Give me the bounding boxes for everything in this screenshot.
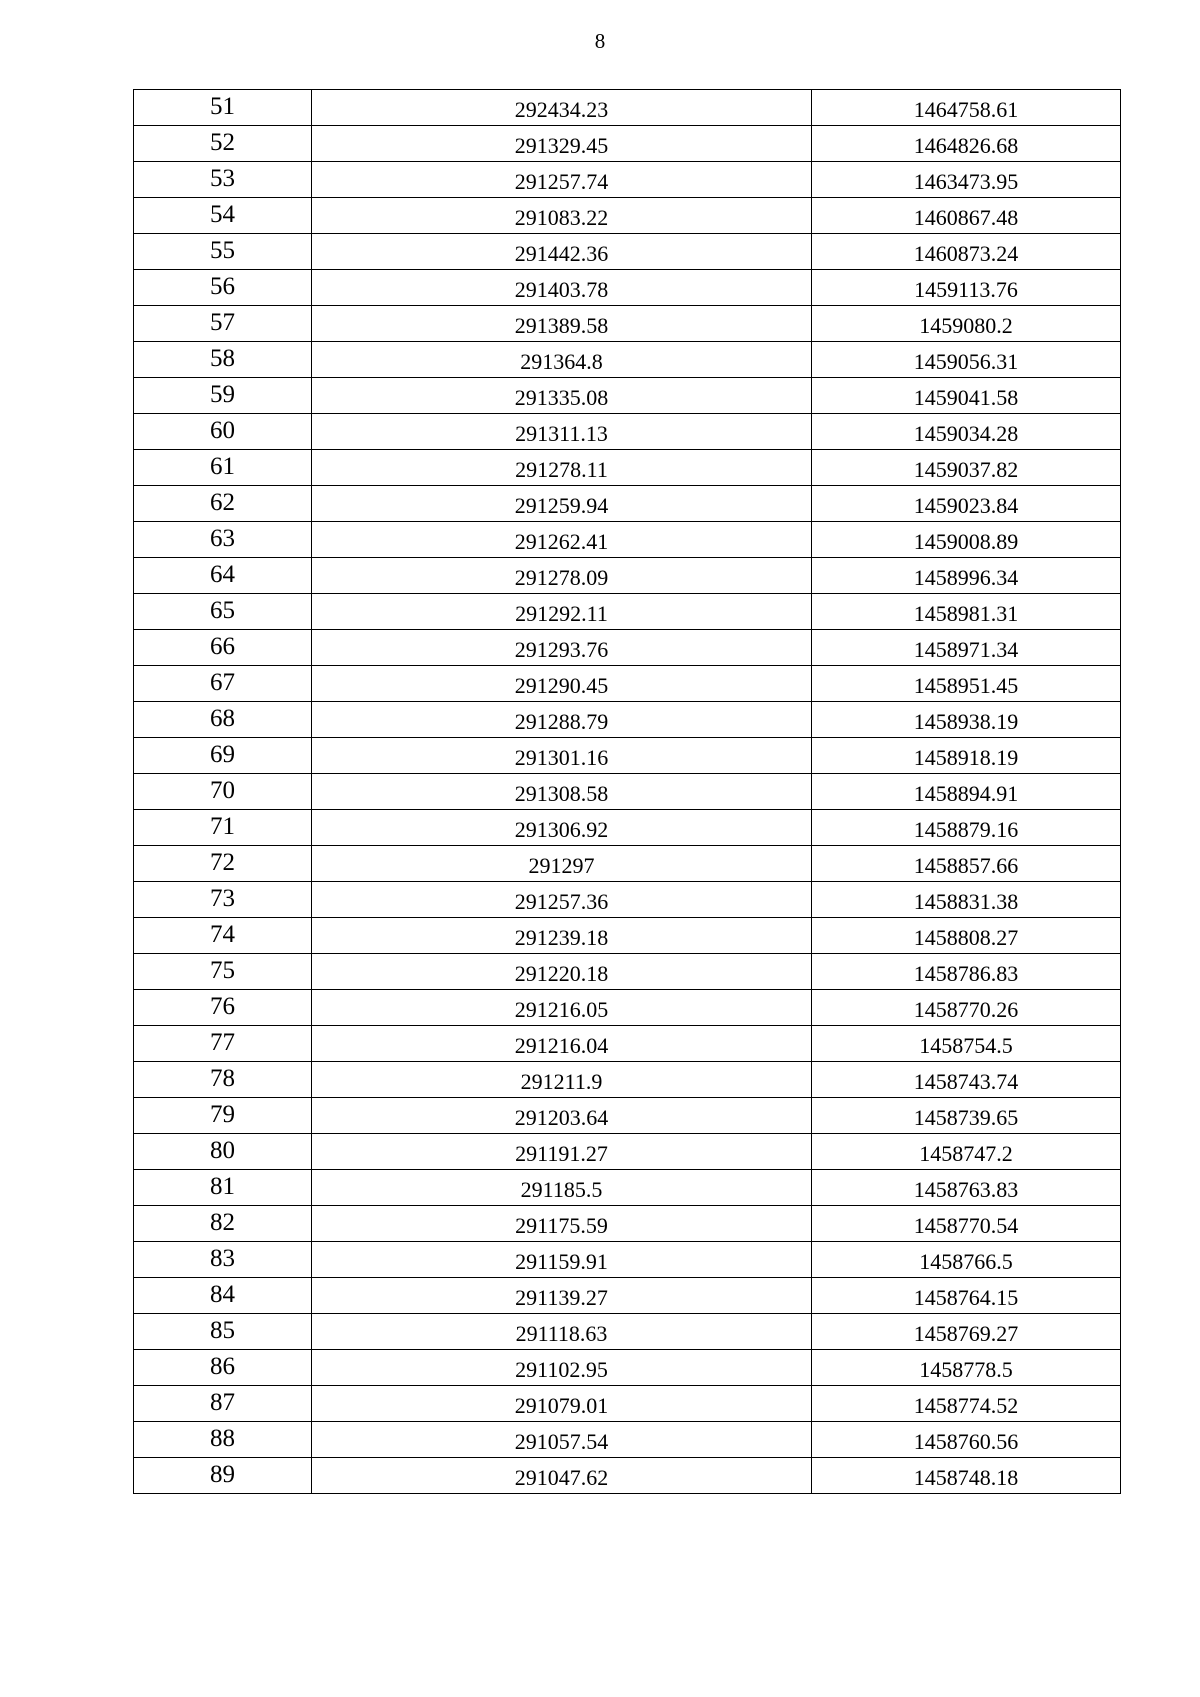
coordinates-table	[133, 89, 1121, 1494]
point-number-cell: 56	[134, 270, 312, 306]
table-row	[134, 1242, 1121, 1278]
point-number-cell: 61	[134, 450, 312, 486]
table-row	[134, 954, 1121, 990]
table-row	[134, 702, 1121, 738]
x-coordinate-cell: 291292.11	[312, 594, 812, 630]
point-number-cell: 81	[134, 1170, 312, 1206]
table-row	[134, 918, 1121, 954]
point-number-cell: 55	[134, 234, 312, 270]
y-coordinate-cell: 1458918.19	[812, 738, 1121, 774]
x-coordinate-cell: 291185.5	[312, 1170, 812, 1206]
y-coordinate-cell: 1458894.91	[812, 774, 1121, 810]
table-row	[134, 162, 1121, 198]
table-row	[134, 126, 1121, 162]
point-number-cell: 78	[134, 1062, 312, 1098]
x-coordinate-cell: 291079.01	[312, 1386, 812, 1422]
point-number-cell: 74	[134, 918, 312, 954]
x-coordinate-cell: 291047.62	[312, 1458, 812, 1494]
x-coordinate-cell: 292434.23	[312, 90, 812, 126]
table-row	[134, 1026, 1121, 1062]
x-coordinate-cell: 291329.45	[312, 126, 812, 162]
y-coordinate-cell: 1459056.31	[812, 342, 1121, 378]
x-coordinate-cell: 291442.36	[312, 234, 812, 270]
point-number-cell: 85	[134, 1314, 312, 1350]
y-coordinate-cell: 1458996.34	[812, 558, 1121, 594]
y-coordinate-cell: 1458786.83	[812, 954, 1121, 990]
x-coordinate-cell: 291118.63	[312, 1314, 812, 1350]
y-coordinate-cell: 1458747.2	[812, 1134, 1121, 1170]
x-coordinate-cell: 291306.92	[312, 810, 812, 846]
y-coordinate-cell: 1460873.24	[812, 234, 1121, 270]
table-row	[134, 558, 1121, 594]
table-row	[134, 1458, 1121, 1494]
point-number-cell: 58	[134, 342, 312, 378]
y-coordinate-cell: 1458743.74	[812, 1062, 1121, 1098]
x-coordinate-cell: 291301.16	[312, 738, 812, 774]
y-coordinate-cell: 1463473.95	[812, 162, 1121, 198]
x-coordinate-cell: 291057.54	[312, 1422, 812, 1458]
point-number-cell: 89	[134, 1458, 312, 1494]
y-coordinate-cell: 1459037.82	[812, 450, 1121, 486]
point-number-cell: 63	[134, 522, 312, 558]
x-coordinate-cell: 291102.95	[312, 1350, 812, 1386]
point-number-cell: 82	[134, 1206, 312, 1242]
point-number-cell: 86	[134, 1350, 312, 1386]
x-coordinate-cell: 291139.27	[312, 1278, 812, 1314]
y-coordinate-cell: 1459113.76	[812, 270, 1121, 306]
point-number-cell: 57	[134, 306, 312, 342]
point-number-cell: 52	[134, 126, 312, 162]
table-row	[134, 1134, 1121, 1170]
y-coordinate-cell: 1458754.5	[812, 1026, 1121, 1062]
y-coordinate-cell: 1458739.65	[812, 1098, 1121, 1134]
x-coordinate-cell: 291278.09	[312, 558, 812, 594]
point-number-cell: 70	[134, 774, 312, 810]
x-coordinate-cell: 291216.05	[312, 990, 812, 1026]
point-number-cell: 60	[134, 414, 312, 450]
y-coordinate-cell: 1458774.52	[812, 1386, 1121, 1422]
table-row	[134, 1170, 1121, 1206]
point-number-cell: 59	[134, 378, 312, 414]
point-number-cell: 87	[134, 1386, 312, 1422]
x-coordinate-cell: 291403.78	[312, 270, 812, 306]
table-row	[134, 450, 1121, 486]
table-row	[134, 1350, 1121, 1386]
y-coordinate-cell: 1458981.31	[812, 594, 1121, 630]
y-coordinate-cell: 1458879.16	[812, 810, 1121, 846]
x-coordinate-cell: 291239.18	[312, 918, 812, 954]
point-number-cell: 62	[134, 486, 312, 522]
y-coordinate-cell: 1459034.28	[812, 414, 1121, 450]
table-row	[134, 1278, 1121, 1314]
point-number-cell: 88	[134, 1422, 312, 1458]
x-coordinate-cell: 291364.8	[312, 342, 812, 378]
point-number-cell: 65	[134, 594, 312, 630]
y-coordinate-cell: 1464758.61	[812, 90, 1121, 126]
table-row	[134, 882, 1121, 918]
point-number-cell: 51	[134, 90, 312, 126]
x-coordinate-cell: 291335.08	[312, 378, 812, 414]
table-row	[134, 234, 1121, 270]
y-coordinate-cell: 1459008.89	[812, 522, 1121, 558]
table-row	[134, 378, 1121, 414]
table-row	[134, 1386, 1121, 1422]
table-row	[134, 522, 1121, 558]
table-row	[134, 414, 1121, 450]
point-number-cell: 84	[134, 1278, 312, 1314]
x-coordinate-cell: 291288.79	[312, 702, 812, 738]
x-coordinate-cell: 291203.64	[312, 1098, 812, 1134]
point-number-cell: 75	[134, 954, 312, 990]
table-row	[134, 198, 1121, 234]
y-coordinate-cell: 1458766.5	[812, 1242, 1121, 1278]
y-coordinate-cell: 1458769.27	[812, 1314, 1121, 1350]
point-number-cell: 83	[134, 1242, 312, 1278]
x-coordinate-cell: 291389.58	[312, 306, 812, 342]
y-coordinate-cell: 1458971.34	[812, 630, 1121, 666]
x-coordinate-cell: 291257.74	[312, 162, 812, 198]
point-number-cell: 77	[134, 1026, 312, 1062]
coordinates-table-body	[134, 90, 1121, 1494]
point-number-cell: 67	[134, 666, 312, 702]
x-coordinate-cell: 291293.76	[312, 630, 812, 666]
x-coordinate-cell: 291297	[312, 846, 812, 882]
x-coordinate-cell: 291191.27	[312, 1134, 812, 1170]
table-row	[134, 1062, 1121, 1098]
y-coordinate-cell: 1458764.15	[812, 1278, 1121, 1314]
y-coordinate-cell: 1458763.83	[812, 1170, 1121, 1206]
y-coordinate-cell: 1458808.27	[812, 918, 1121, 954]
y-coordinate-cell: 1458951.45	[812, 666, 1121, 702]
page-number: 8	[594, 29, 606, 53]
x-coordinate-cell: 291083.22	[312, 198, 812, 234]
y-coordinate-cell: 1459080.2	[812, 306, 1121, 342]
table-row	[134, 1098, 1121, 1134]
table-row	[134, 846, 1121, 882]
table-row	[134, 594, 1121, 630]
x-coordinate-cell: 291211.9	[312, 1062, 812, 1098]
table-row	[134, 738, 1121, 774]
point-number-cell: 72	[134, 846, 312, 882]
y-coordinate-cell: 1458778.5	[812, 1350, 1121, 1386]
table-row	[134, 90, 1121, 126]
y-coordinate-cell: 1458938.19	[812, 702, 1121, 738]
x-coordinate-cell: 291257.36	[312, 882, 812, 918]
x-coordinate-cell: 291311.13	[312, 414, 812, 450]
y-coordinate-cell: 1458770.54	[812, 1206, 1121, 1242]
table-row	[134, 270, 1121, 306]
y-coordinate-cell: 1460867.48	[812, 198, 1121, 234]
y-coordinate-cell: 1459041.58	[812, 378, 1121, 414]
point-number-cell: 66	[134, 630, 312, 666]
point-number-cell: 69	[134, 738, 312, 774]
y-coordinate-cell: 1459023.84	[812, 486, 1121, 522]
y-coordinate-cell: 1458748.18	[812, 1458, 1121, 1494]
x-coordinate-cell: 291259.94	[312, 486, 812, 522]
x-coordinate-cell: 291216.04	[312, 1026, 812, 1062]
point-number-cell: 79	[134, 1098, 312, 1134]
table-row	[134, 306, 1121, 342]
table-row	[134, 666, 1121, 702]
y-coordinate-cell: 1458857.66	[812, 846, 1121, 882]
y-coordinate-cell: 1458831.38	[812, 882, 1121, 918]
point-number-cell: 73	[134, 882, 312, 918]
point-number-cell: 76	[134, 990, 312, 1026]
table-row	[134, 774, 1121, 810]
table-row	[134, 342, 1121, 378]
table-row	[134, 1206, 1121, 1242]
table-row	[134, 630, 1121, 666]
y-coordinate-cell: 1458760.56	[812, 1422, 1121, 1458]
point-number-cell: 64	[134, 558, 312, 594]
point-number-cell: 53	[134, 162, 312, 198]
table-row	[134, 810, 1121, 846]
point-number-cell: 68	[134, 702, 312, 738]
x-coordinate-cell: 291220.18	[312, 954, 812, 990]
y-coordinate-cell: 1464826.68	[812, 126, 1121, 162]
x-coordinate-cell: 291290.45	[312, 666, 812, 702]
table-row	[134, 1422, 1121, 1458]
table-row	[134, 1314, 1121, 1350]
point-number-cell: 71	[134, 810, 312, 846]
y-coordinate-cell: 1458770.26	[812, 990, 1121, 1026]
x-coordinate-cell: 291159.91	[312, 1242, 812, 1278]
x-coordinate-cell: 291278.11	[312, 450, 812, 486]
point-number-cell: 54	[134, 198, 312, 234]
table-row	[134, 486, 1121, 522]
x-coordinate-cell: 291262.41	[312, 522, 812, 558]
x-coordinate-cell: 291308.58	[312, 774, 812, 810]
x-coordinate-cell: 291175.59	[312, 1206, 812, 1242]
table-row	[134, 990, 1121, 1026]
point-number-cell: 80	[134, 1134, 312, 1170]
